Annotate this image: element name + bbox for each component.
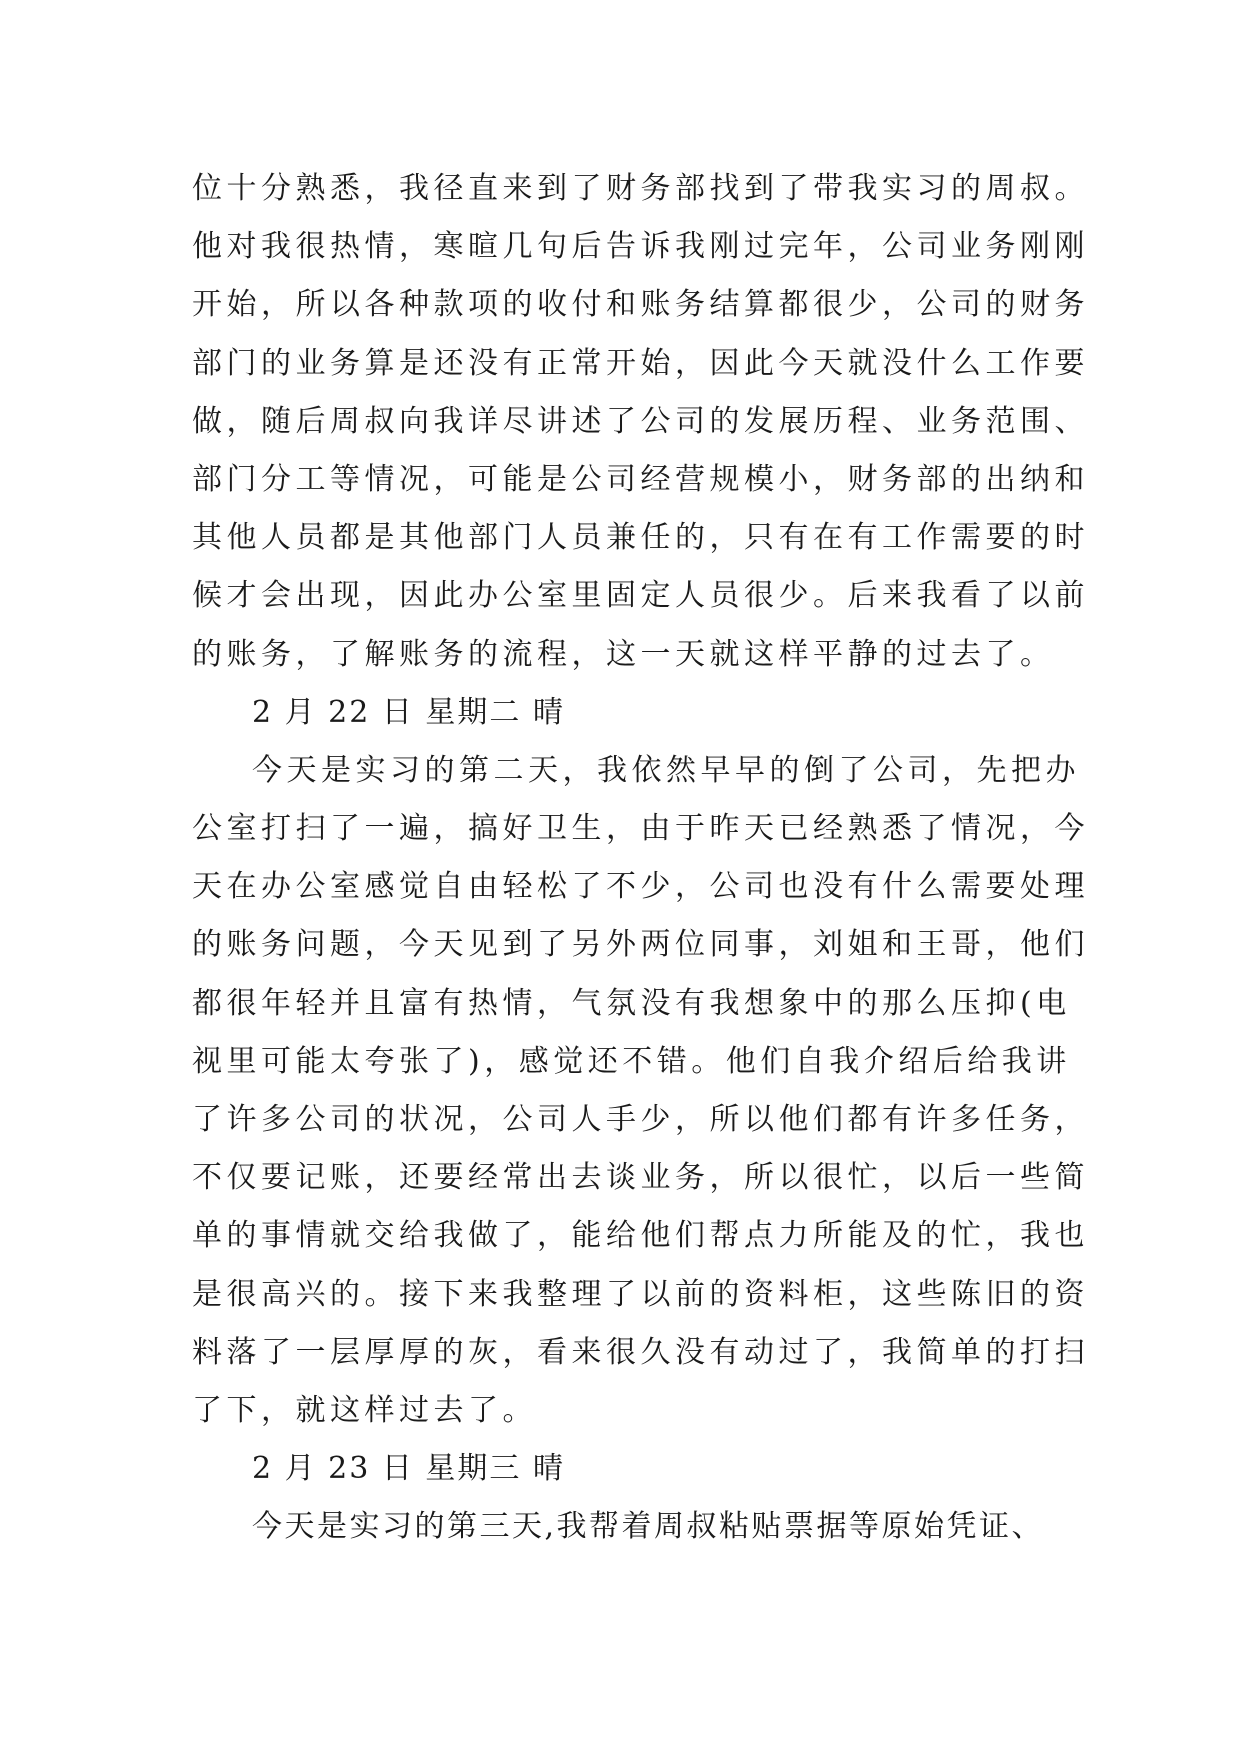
text-line: 做，随后周叔向我详尽讲述了公司的发展历程、业务范围、 (192, 403, 1089, 439)
paragraph-3 (192, 1498, 1092, 1556)
text-line: 其他人员都是其他部门人员兼任的，只有在有工作需要的时 (192, 520, 1089, 556)
text-line: 天在办公室感觉自由轻松了不少，公司也没有什么需要处理 (192, 869, 1089, 905)
text-line: 料落了一层厚厚的灰，看来很久没有动过了，我简单的打扫 (192, 1334, 1089, 1370)
text-line: 部门的业务算是还没有正常开始，因此今天就没什么工作要 (192, 345, 1089, 381)
paragraph-1 (192, 160, 1092, 684)
text-line: 今天是实习的第三天,我帮着周叔粘贴票据等原始凭证、 (252, 1509, 1045, 1545)
text-line: 单的事情就交给我做了，能给他们帮点力所能及的忙，我也 (192, 1218, 1089, 1254)
diary-date-heading: 2 月 22 日 星期二 晴 (252, 694, 565, 730)
text-line: 部门分工等情况，可能是公司经营规模小，财务部的出纳和 (192, 461, 1089, 497)
text-line: 的账务问题，今天见到了另外两位同事，刘姐和王哥，他们 (192, 927, 1089, 963)
text-line: 了许多公司的状况，公司人手少，所以他们都有许多任务， (192, 1102, 1089, 1137)
text-line: 了下，就这样过去了。 (192, 1392, 537, 1428)
paragraph-2 (192, 742, 1092, 1440)
text-line: 他对我很热情，寒暄几句后告诉我刚过完年，公司业务刚刚 (192, 229, 1089, 265)
text-line: 位十分熟悉，我径直来到了财务部找到了带我实习的周叔。 (192, 171, 1089, 206)
text-line: 都很年轻并且富有热情，气氛没有我想象中的那么压抑(电 (192, 985, 1071, 1021)
text-line: 候才会出现，因此办公室里固定人员很少。后来我看了以前 (192, 578, 1089, 614)
diary-date-heading: 2 月 23 日 星期三 晴 (252, 1451, 565, 1487)
text-line: 公室打扫了一遍，搞好卫生，由于昨天已经熟悉了情况，今 (192, 811, 1089, 847)
document-body (192, 160, 1092, 1557)
text-line: 是很高兴的。接下来我整理了以前的资料柜，这些陈旧的资 (192, 1276, 1089, 1312)
text-line: 视里可能太夸张了)，感觉还不错。他们自我介绍后给我讲 (192, 1043, 1071, 1079)
text-line: 开始，所以各种款项的收付和账务结算都很少，公司的财务 (192, 287, 1089, 323)
text-line: 不仅要记账，还要经常出去谈业务，所以很忙，以后一些简 (192, 1160, 1089, 1196)
text-line: 的账务，了解账务的流程，这一天就这样平静的过去了。 (192, 636, 1055, 672)
text-line: 今天是实习的第二天，我依然早早的倒了公司，先把办 (252, 752, 1080, 788)
